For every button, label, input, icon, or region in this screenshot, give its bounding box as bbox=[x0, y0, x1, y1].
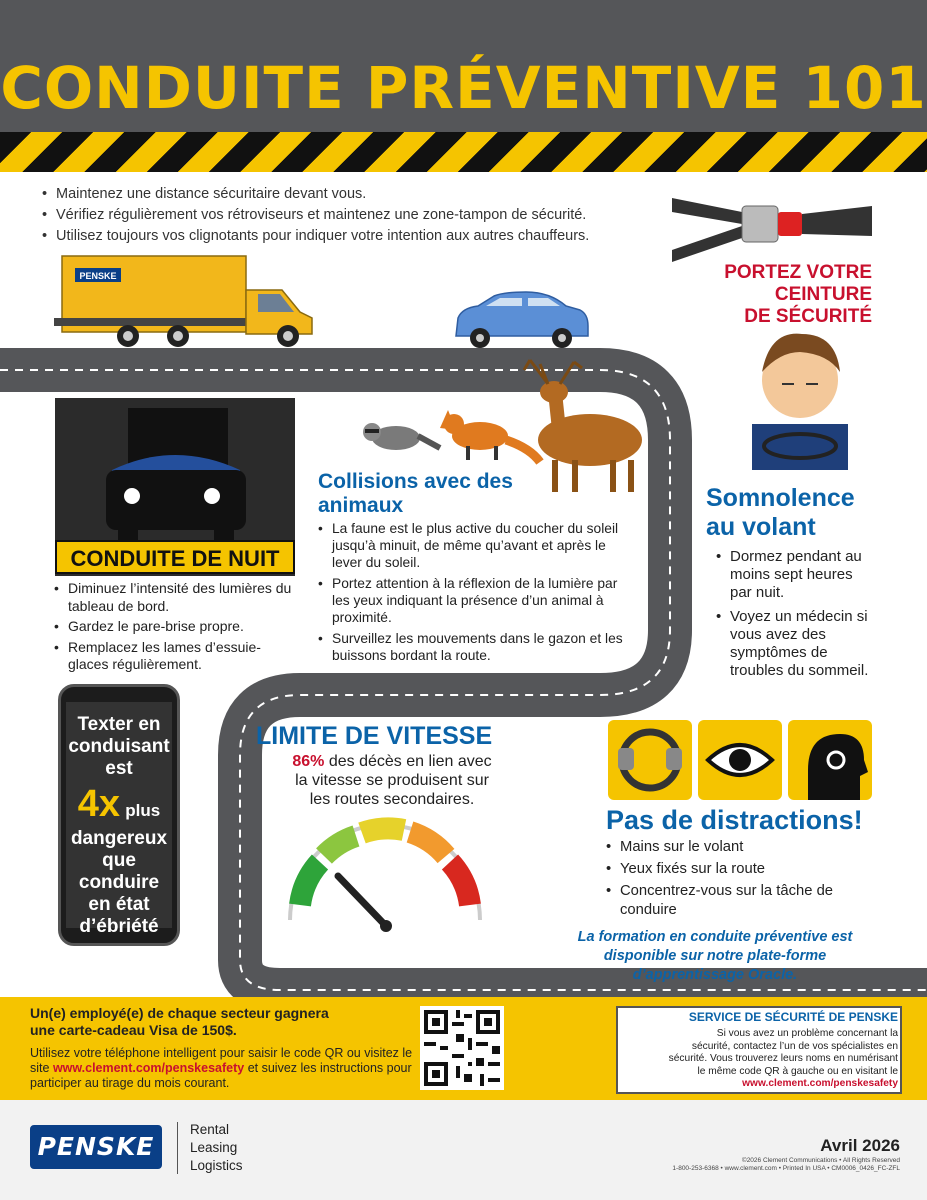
seatbelt-line: CEINTURE bbox=[774, 284, 872, 305]
service-line: le même code QR à gauche ou en visitant le bbox=[697, 1065, 898, 1077]
issue-date: Avril 2026 bbox=[820, 1136, 900, 1155]
list-item: • Dormez pendant au moins sept heures par nuit. bbox=[716, 548, 876, 602]
texting-line: dangereux bbox=[70, 828, 168, 849]
page-title: CONDUITE PRÉVENTIVE 101 bbox=[0, 54, 927, 122]
heading-line: Somnolence bbox=[706, 484, 855, 512]
list-item: • Utilisez toujours vos clignotants pour indiquer votre intention aux autres chauffeurs. bbox=[42, 226, 589, 247]
texting-line: que conduire bbox=[78, 850, 160, 893]
sleepy-driver-icon bbox=[752, 334, 848, 470]
drowsy-tips-list bbox=[716, 548, 876, 686]
speed-text bbox=[262, 752, 522, 809]
list-item: • Vérifiez régulièrement vos rétroviseurs et maintenez une zone-tampon de sécurité. bbox=[42, 205, 589, 226]
texting-line: conduisant bbox=[68, 736, 170, 757]
service-item: Logistics bbox=[190, 1158, 243, 1173]
contest-body bbox=[30, 1046, 415, 1091]
safety-service-body bbox=[620, 1028, 898, 1091]
list-item: • Yeux fixés sur la route bbox=[606, 860, 886, 879]
list-item: • Portez attention à la réflexion de la lumière par les yeux indiquant la présence d’un animal à proximité. bbox=[318, 575, 628, 626]
drowsy-heading bbox=[706, 484, 886, 542]
service-line: Si vous avez un problème concernant la bbox=[716, 1028, 898, 1039]
texting-line: plus bbox=[125, 801, 161, 820]
heading-line: Collisions avec des bbox=[318, 470, 513, 493]
qr-code-icon bbox=[420, 1006, 504, 1090]
list-item: • La faune est le plus active du coucher du soleil jusqu’à minuit, de même qu’avant et après le lever du soleil. bbox=[318, 520, 628, 571]
speed-heading: LIMITE DE VITESSE bbox=[256, 722, 493, 750]
list-item: • Voyez un médecin si vous avez des symptômes de troubles du sommeil. bbox=[716, 608, 876, 680]
texting-line: d’ébriété bbox=[79, 916, 159, 937]
service-item: Rental bbox=[190, 1122, 230, 1137]
service-link[interactable]: www.clement.com/penskesafety bbox=[742, 1078, 898, 1089]
speedometer-icon bbox=[290, 825, 480, 932]
penske-logo-text: PENSKE bbox=[37, 1132, 155, 1161]
texting-multiplier: 4x bbox=[77, 783, 121, 825]
safety-service-heading: SERVICE DE SÉCURITÉ DE PENSKE bbox=[688, 1010, 898, 1024]
speed-line: des décès en lien avec bbox=[328, 753, 492, 770]
contest-link[interactable]: www.clement.com/penskesafety bbox=[52, 1061, 245, 1075]
training-line: disponible sur notre plate-forme bbox=[603, 948, 827, 964]
list-item: • Concentrez-vous sur la tâche de conduire bbox=[606, 882, 886, 920]
contest-line: une carte-cadeau Visa de 150$. bbox=[30, 1022, 237, 1038]
logo-divider bbox=[177, 1122, 178, 1174]
animals-tips-list bbox=[318, 520, 628, 668]
service-list bbox=[190, 1121, 243, 1175]
truck-brand: PENSKE bbox=[79, 271, 117, 281]
seatbelt-line: PORTEZ VOTRE bbox=[724, 262, 872, 283]
animals-heading bbox=[318, 470, 558, 518]
brain-gears-icon bbox=[788, 720, 872, 800]
copyright-line: ©2026 Clement Communications • All Rights Reserved bbox=[741, 1157, 900, 1164]
list-item: • Surveillez les mouvements dans le gazon et les buissons bordant la route. bbox=[318, 630, 628, 664]
service-item: Leasing bbox=[190, 1140, 238, 1155]
training-line: d’apprentissage Oracle. bbox=[632, 967, 798, 983]
contest-line: Un(e) employé(e) de chaque secteur gagnera bbox=[30, 1005, 329, 1021]
seatbelt-line: DE SÉCURITÉ bbox=[744, 306, 872, 327]
copyright bbox=[560, 1157, 900, 1173]
contest-text: et suivez les instructions pour participer au tirage du mois courant. bbox=[30, 1061, 412, 1090]
qr-code[interactable] bbox=[420, 1006, 504, 1090]
list-item: • Maintenez une distance sécuritaire devant vous. bbox=[42, 184, 589, 205]
night-tips-list bbox=[54, 580, 299, 677]
distractions-heading: Pas de distractions! bbox=[606, 805, 863, 835]
contest-heading bbox=[30, 1005, 410, 1039]
contest-text: Utilisez votre téléphone intelligent pour saisir le code QR ou visitez le site bbox=[30, 1046, 413, 1075]
fox-icon bbox=[440, 410, 540, 462]
list-item: • Diminuez l’intensité des lumières du tableau de bord. bbox=[54, 580, 299, 615]
seatbelt-icon bbox=[672, 198, 872, 262]
list-item: • Remplacez les lames d’essuie-glaces régulièrement. bbox=[54, 639, 299, 674]
copyright-line: 1-800-253-6368 • www.clement.com • Printed In USA • CM0006_0426_FC-ZFL bbox=[672, 1165, 900, 1172]
speed-percentage: 86% bbox=[292, 753, 325, 770]
heading-line: au volant bbox=[706, 513, 816, 541]
night-driving-label: CONDUITE DE NUIT bbox=[55, 540, 295, 574]
texting-line: Texter en bbox=[77, 714, 161, 735]
texting-line: est bbox=[105, 758, 133, 779]
seatbelt-heading bbox=[690, 262, 872, 328]
service-line: sécurité. Vous trouverez leurs noms en numérisant bbox=[668, 1053, 898, 1064]
list-item: • Gardez le pare-brise propre. bbox=[54, 618, 299, 636]
car-icon bbox=[456, 292, 588, 348]
hazard-stripe bbox=[0, 132, 927, 172]
truck-icon bbox=[54, 256, 312, 347]
training-line: La formation en conduite préventive est bbox=[577, 929, 853, 945]
steering-wheel-hands-icon bbox=[608, 720, 692, 800]
eye-icon bbox=[698, 720, 782, 800]
training-note bbox=[530, 928, 900, 985]
speed-line: les routes secondaires. bbox=[309, 791, 475, 808]
speed-line: la vitesse se produisent sur bbox=[295, 772, 489, 789]
raccoon-icon bbox=[363, 423, 440, 450]
heading-line: animaux bbox=[318, 494, 404, 517]
texting-warning bbox=[62, 714, 176, 938]
service-line: sécurité, contactez l’un de vos spécialistes en bbox=[691, 1040, 898, 1052]
texting-line: en état bbox=[88, 894, 150, 915]
distractions-tips-list bbox=[606, 838, 886, 923]
list-item: • Mains sur le volant bbox=[606, 838, 886, 857]
